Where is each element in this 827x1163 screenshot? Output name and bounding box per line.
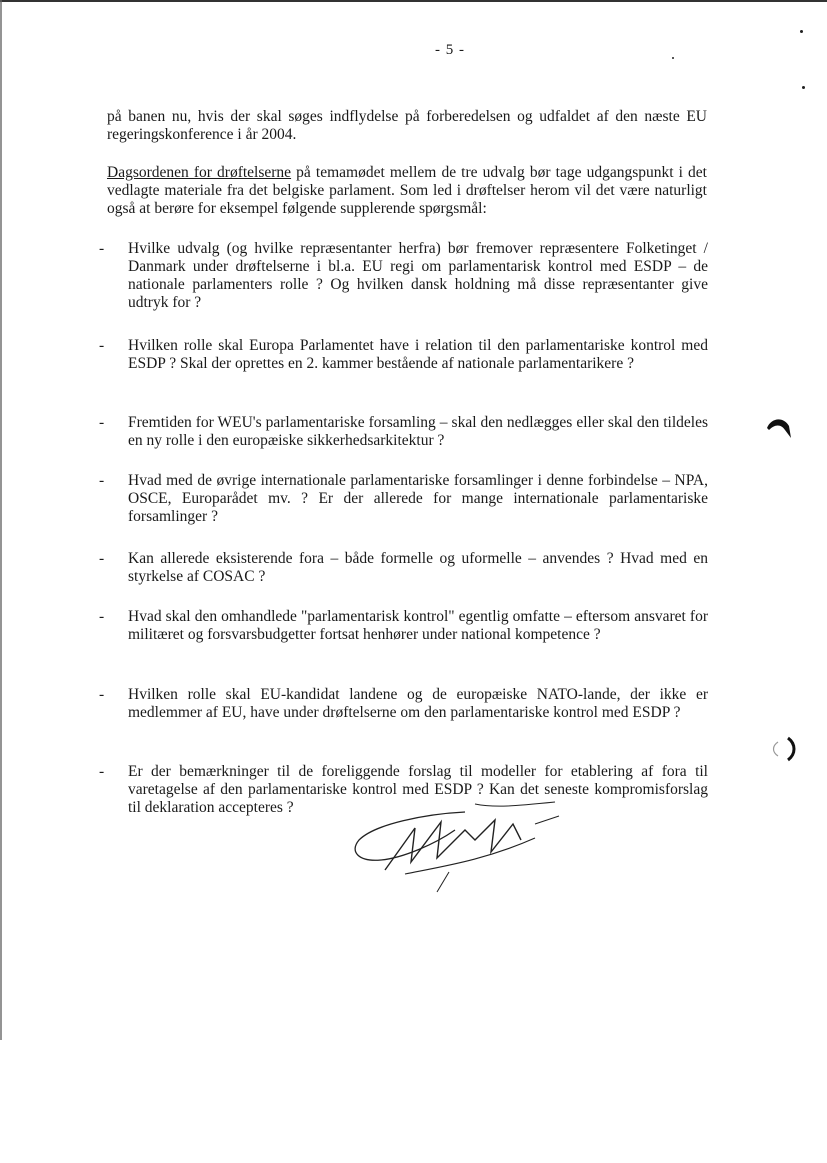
question-text: Hvilken rolle skal Europa Parlamentet have i relation til den parlamentariske kontrol med ESDP ? Skal der oprettes en 2. kammer bestående af nationale parlamentarikere ?	[128, 337, 708, 372]
scan-mark	[770, 736, 800, 762]
bullet-dash: -	[99, 414, 105, 431]
question-text: Fremtiden for WEU's parlamentariske forsamling – skal den nedlægges eller skal den tildeles en ny rolle i den europæiske sikkerhedsarkitektur ?	[128, 414, 708, 449]
question-text: Hvilken rolle skal EU-kandidat landene og de europæiske NATO-lande, der ikke er medlemmer af EU, have under drøftelserne om den parlamentariske kontrol med ESDP ?	[128, 686, 708, 721]
agenda-heading-underlined: Dagsordenen for drøftelserne	[107, 164, 292, 181]
question-text: Er der bemærkninger til de foreliggende forslag til modeller for etablering af fora til varetagelse af den parlamentariske kontrol med ESDP ? Kan det seneste kompromisforslag til deklaration accepteres ?	[128, 763, 708, 816]
scan-mark	[765, 416, 793, 440]
scan-speck	[672, 57, 674, 59]
question-item	[99, 337, 708, 373]
question-item	[99, 240, 708, 312]
question-item	[99, 686, 708, 722]
handwritten-signature	[345, 800, 575, 900]
bullet-dash: -	[99, 550, 105, 567]
question-text: Hvad skal den omhandlede "parlamentarisk kontrol" egentlig omfatte – eftersom ansvaret for militæret og forsvarsbudgetter fortsat henhører under national kompetence ?	[128, 608, 708, 643]
page-number: - 5 -	[435, 42, 465, 58]
question-text: Hvad med de øvrige internationale parlamentariske forsamlinger i denne forbindelse – NPA, OSCE, Europarådet mv. ? Er der allerede for mange internationale parlamentariske forsamlinger ?	[128, 472, 708, 525]
intro-paragraph: på banen nu, hvis der skal søges indflydelse på forberedelsen og udfaldet af den næste EU regeringskonference i år 2004.	[107, 108, 707, 143]
scan-speck	[802, 86, 805, 89]
question-item	[99, 550, 708, 586]
scan-top-edge	[0, 0, 827, 2]
agenda-paragraph	[107, 164, 707, 218]
scan-left-edge	[0, 0, 2, 1040]
bullet-dash: -	[99, 337, 105, 354]
bullet-dash: -	[99, 608, 105, 625]
question-item	[99, 414, 708, 450]
bullet-dash: -	[99, 240, 105, 257]
agenda-paragraph-text: på temamødet mellem de tre udvalg bør tage udgangspunkt i det vedlagte materiale fra det belgiske parlament. Som led i drøftelser herom vil det være naturligt også at berøre for eksempel følgende supplerende spørgsmål:	[107, 164, 707, 217]
question-text: Hvilke udvalg (og hvilke repræsentanter herfra) bør fremover repræsentere Folketinget / Danmark under drøftelserne i bl.a. EU regi om parlamentarisk kontrol med ESDP – de nationale parlamenters rolle ? Og hvilken dansk holdning må disse repræsentanter give udtryk for ?	[128, 240, 708, 311]
bullet-dash: -	[99, 686, 105, 703]
question-item	[99, 608, 708, 644]
bullet-dash: -	[99, 763, 105, 780]
bullet-dash: -	[99, 472, 105, 489]
question-item	[99, 472, 708, 526]
question-text: Kan allerede eksisterende fora – både formelle og uformelle – anvendes ? Hvad med en styrkelse af COSAC ?	[128, 550, 708, 585]
scan-speck	[800, 30, 803, 33]
